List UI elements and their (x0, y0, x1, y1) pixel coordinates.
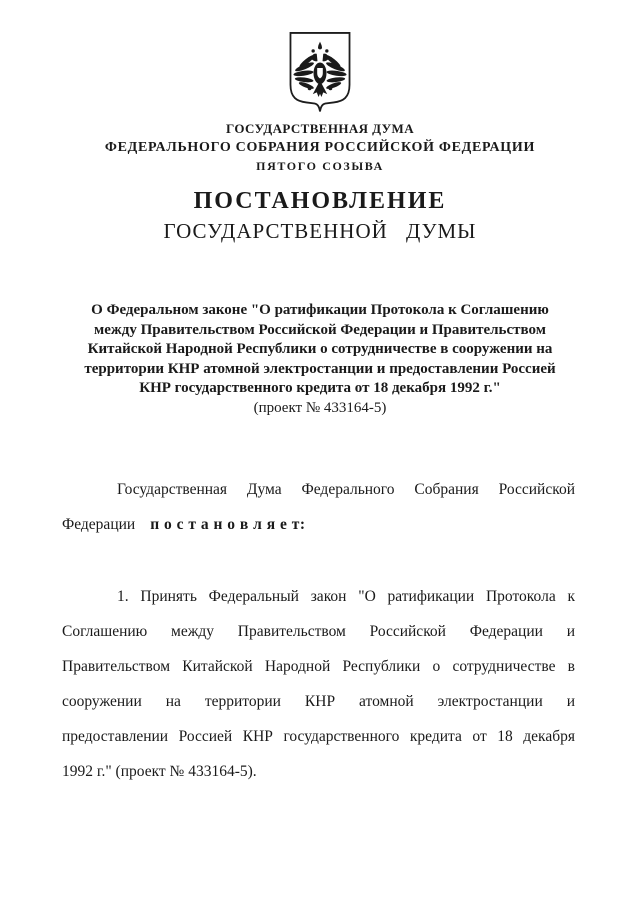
body-line: Государственная Дума Федерального Собрания Российской (117, 481, 575, 498)
title-resolution: ПОСТАНОВЛЕНИЕ (193, 188, 447, 214)
subject-line: КНР государственного кредита от 18 декабря 1992 г." (139, 380, 501, 396)
document-header (0, 120, 640, 176)
double-headed-eagle-icon (284, 30, 356, 118)
convocation-label: ПЯТОГО СОЗЫВА (256, 159, 384, 173)
subject-line: Китайской Народной Республики о сотрудничестве в сооружении на (87, 341, 553, 357)
body-line: Правительством Китайской Народной Республики о сотрудничестве в (62, 658, 575, 675)
preamble-subject-word: Федерации (62, 516, 136, 533)
title-state-duma: ГОСУДАРСТВЕННОЙ ДУМЫ (163, 219, 477, 243)
resolution-body (62, 472, 575, 789)
document-type-title (0, 188, 640, 244)
body-line: 1992 г." (проект № 433164-5). (62, 763, 257, 780)
subject-line: территории КНР атомной электростанции и предоставлении Россией (84, 360, 556, 377)
body-line (62, 507, 575, 542)
org-parent-name: ФЕДЕРАЛЬНОГО СОБРАНИЯ РОССИЙСКОЙ ФЕДЕРАЦИИ (104, 139, 536, 155)
coat-of-arms-of-russia (284, 30, 356, 118)
preamble-paragraph (62, 472, 575, 542)
subject-line: между Правительством Российской Федерации и Правительством (94, 321, 546, 338)
resolution-subject (55, 301, 585, 418)
body-line: Соглашению между Правительством Российской Федерации и (62, 623, 575, 640)
org-name: ГОСУДАРСТВЕННАЯ ДУМА (225, 121, 415, 136)
body-line: сооружении на территории КНР атомной электростанции и (62, 693, 575, 710)
decree-word: п о с т а н о в л я е т: (150, 516, 306, 533)
body-line: 1. Принять Федеральный закон "О ратификации Протокола к (117, 588, 575, 605)
body-line: предоставлении Россией КНР государственного кредита от 18 декабря (62, 728, 575, 745)
subject-line: О Федеральном законе "О ратификации Протокола к Соглашению (91, 302, 549, 318)
draft-number: (проект № 433164-5) (253, 399, 387, 416)
clause-1-paragraph (62, 579, 575, 789)
